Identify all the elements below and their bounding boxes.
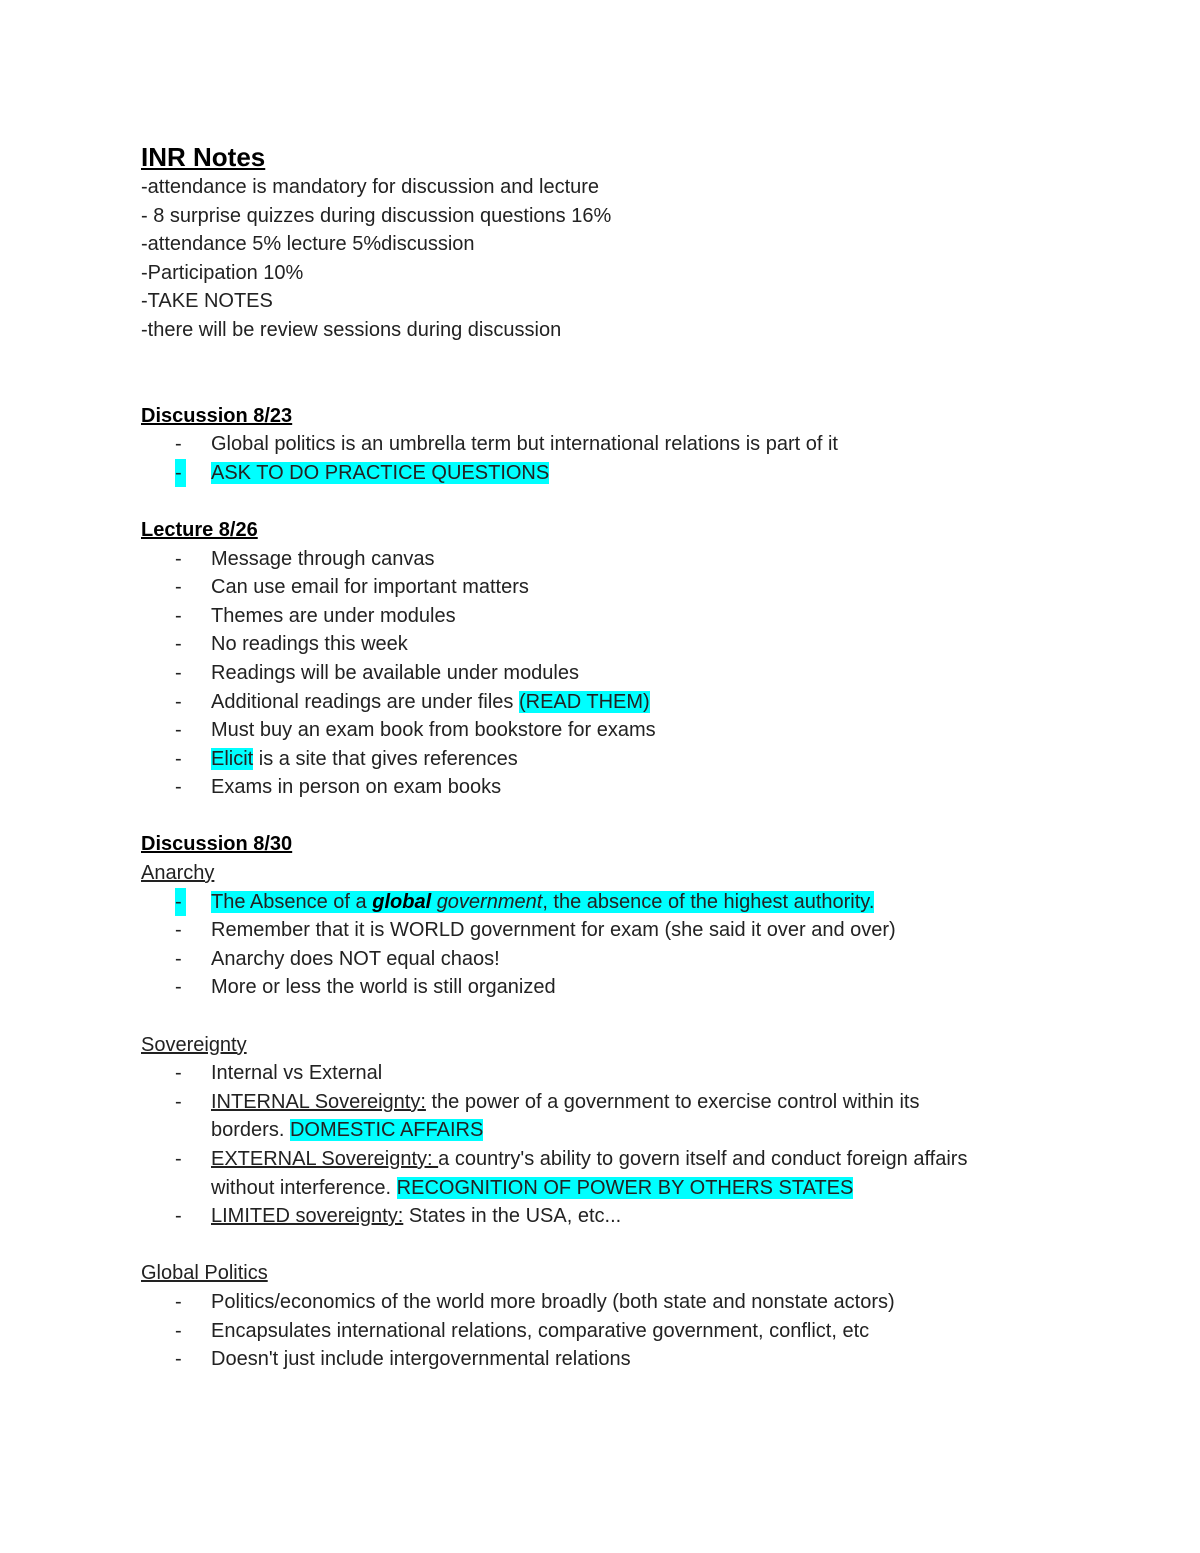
intro-line: -TAKE NOTES [141, 290, 273, 313]
list-item: - Doesn't just include intergovernmental relations [175, 1348, 631, 1371]
list-item: - Global politics is an umbrella term but international relations is part of it [175, 433, 838, 456]
list-item: - EXTERNAL Sovereignty: a country's ability to govern itself and conduct foreign affairs without interference. RECOGNITION OF POWER BY OTHERS STATES [175, 1148, 968, 1199]
section-heading-discussion-8-30: Discussion 8/30 [141, 833, 293, 856]
list-item: - LIMITED sovereignty: States in the USA, etc... [175, 1205, 622, 1228]
subheading-anarchy: Anarchy [141, 862, 215, 885]
highlighted-text: The Absence of a global government, the absence of the highest authority. [211, 890, 875, 913]
highlighted-text: (READ THEM) [518, 690, 650, 713]
subheading-sovereignty: Sovereignty [141, 1033, 247, 1056]
lecture-8-26-list [141, 545, 1061, 802]
section-heading-discussion-8-23: Discussion 8/23 [141, 404, 293, 427]
intro-line: -there will be review sessions during discussion [141, 318, 562, 341]
highlighted-text: DOMESTIC AFFAIRS [289, 1119, 484, 1142]
list-item: - INTERNAL Sovereignty: the power of a government to exercise control within its borders. DOMESTIC AFFAIRS [175, 1090, 920, 1142]
intro-line: -attendance 5% lecture 5%discussion [141, 233, 475, 256]
highlighted-text: ASK TO DO PRACTICE QUESTIONS [211, 461, 550, 484]
list-item: - More or less the world is still organized [175, 976, 556, 999]
list-item: - Exams in person on exam books [175, 776, 502, 799]
list-item: - ASK TO DO PRACTICE QUESTIONS [141, 459, 1061, 488]
list-item: - Anarchy does NOT equal chaos! [175, 947, 500, 970]
list-item: - Readings will be available under modules [175, 661, 579, 684]
list-item: - Politics/economics of the world more broadly (both state and nonstate actors) [175, 1290, 895, 1313]
global-politics-list [141, 1288, 1061, 1374]
list-item: - Must buy an exam book from bookstore for exams [175, 719, 656, 742]
list-item: - Remember that it is WORLD government for exam (she said it over and over) [175, 919, 896, 942]
list-item: - Encapsulates international relations, comparative government, conflict, etc [175, 1319, 870, 1342]
list-item: - Internal vs External [175, 1062, 383, 1085]
discussion-8-23-list [141, 430, 1061, 487]
highlighted-text: Elicit [211, 747, 254, 770]
list-item: - The Absence of a global government, the absence of the highest authority. [141, 888, 1061, 917]
sovereignty-list [141, 1059, 1061, 1231]
highlighted-text: RECOGNITION OF POWER BY OTHERS STATES [396, 1176, 854, 1199]
list-item: - Can use email for important matters [175, 576, 529, 599]
intro-notes [141, 173, 1061, 345]
section-heading-lecture-8-26: Lecture 8/26 [141, 518, 258, 541]
document-title: INR Notes [141, 142, 266, 172]
list-item: - Additional readings are under files (READ THEM) [175, 690, 650, 713]
intro-line: -Participation 10% [141, 261, 304, 284]
list-item: - No readings this week [175, 633, 408, 656]
list-item: - Message through canvas [175, 547, 435, 570]
intro-line: - 8 surprise quizzes during discussion questions 16% [141, 204, 612, 227]
intro-line: -attendance is mandatory for discussion and lecture [141, 176, 600, 198]
list-item: - Themes are under modules [175, 604, 456, 627]
list-item: - Elicit is a site that gives references [175, 747, 518, 770]
document-page [141, 141, 1061, 1374]
anarchy-list [141, 888, 1061, 1002]
subheading-global-politics: Global Politics [141, 1262, 268, 1285]
